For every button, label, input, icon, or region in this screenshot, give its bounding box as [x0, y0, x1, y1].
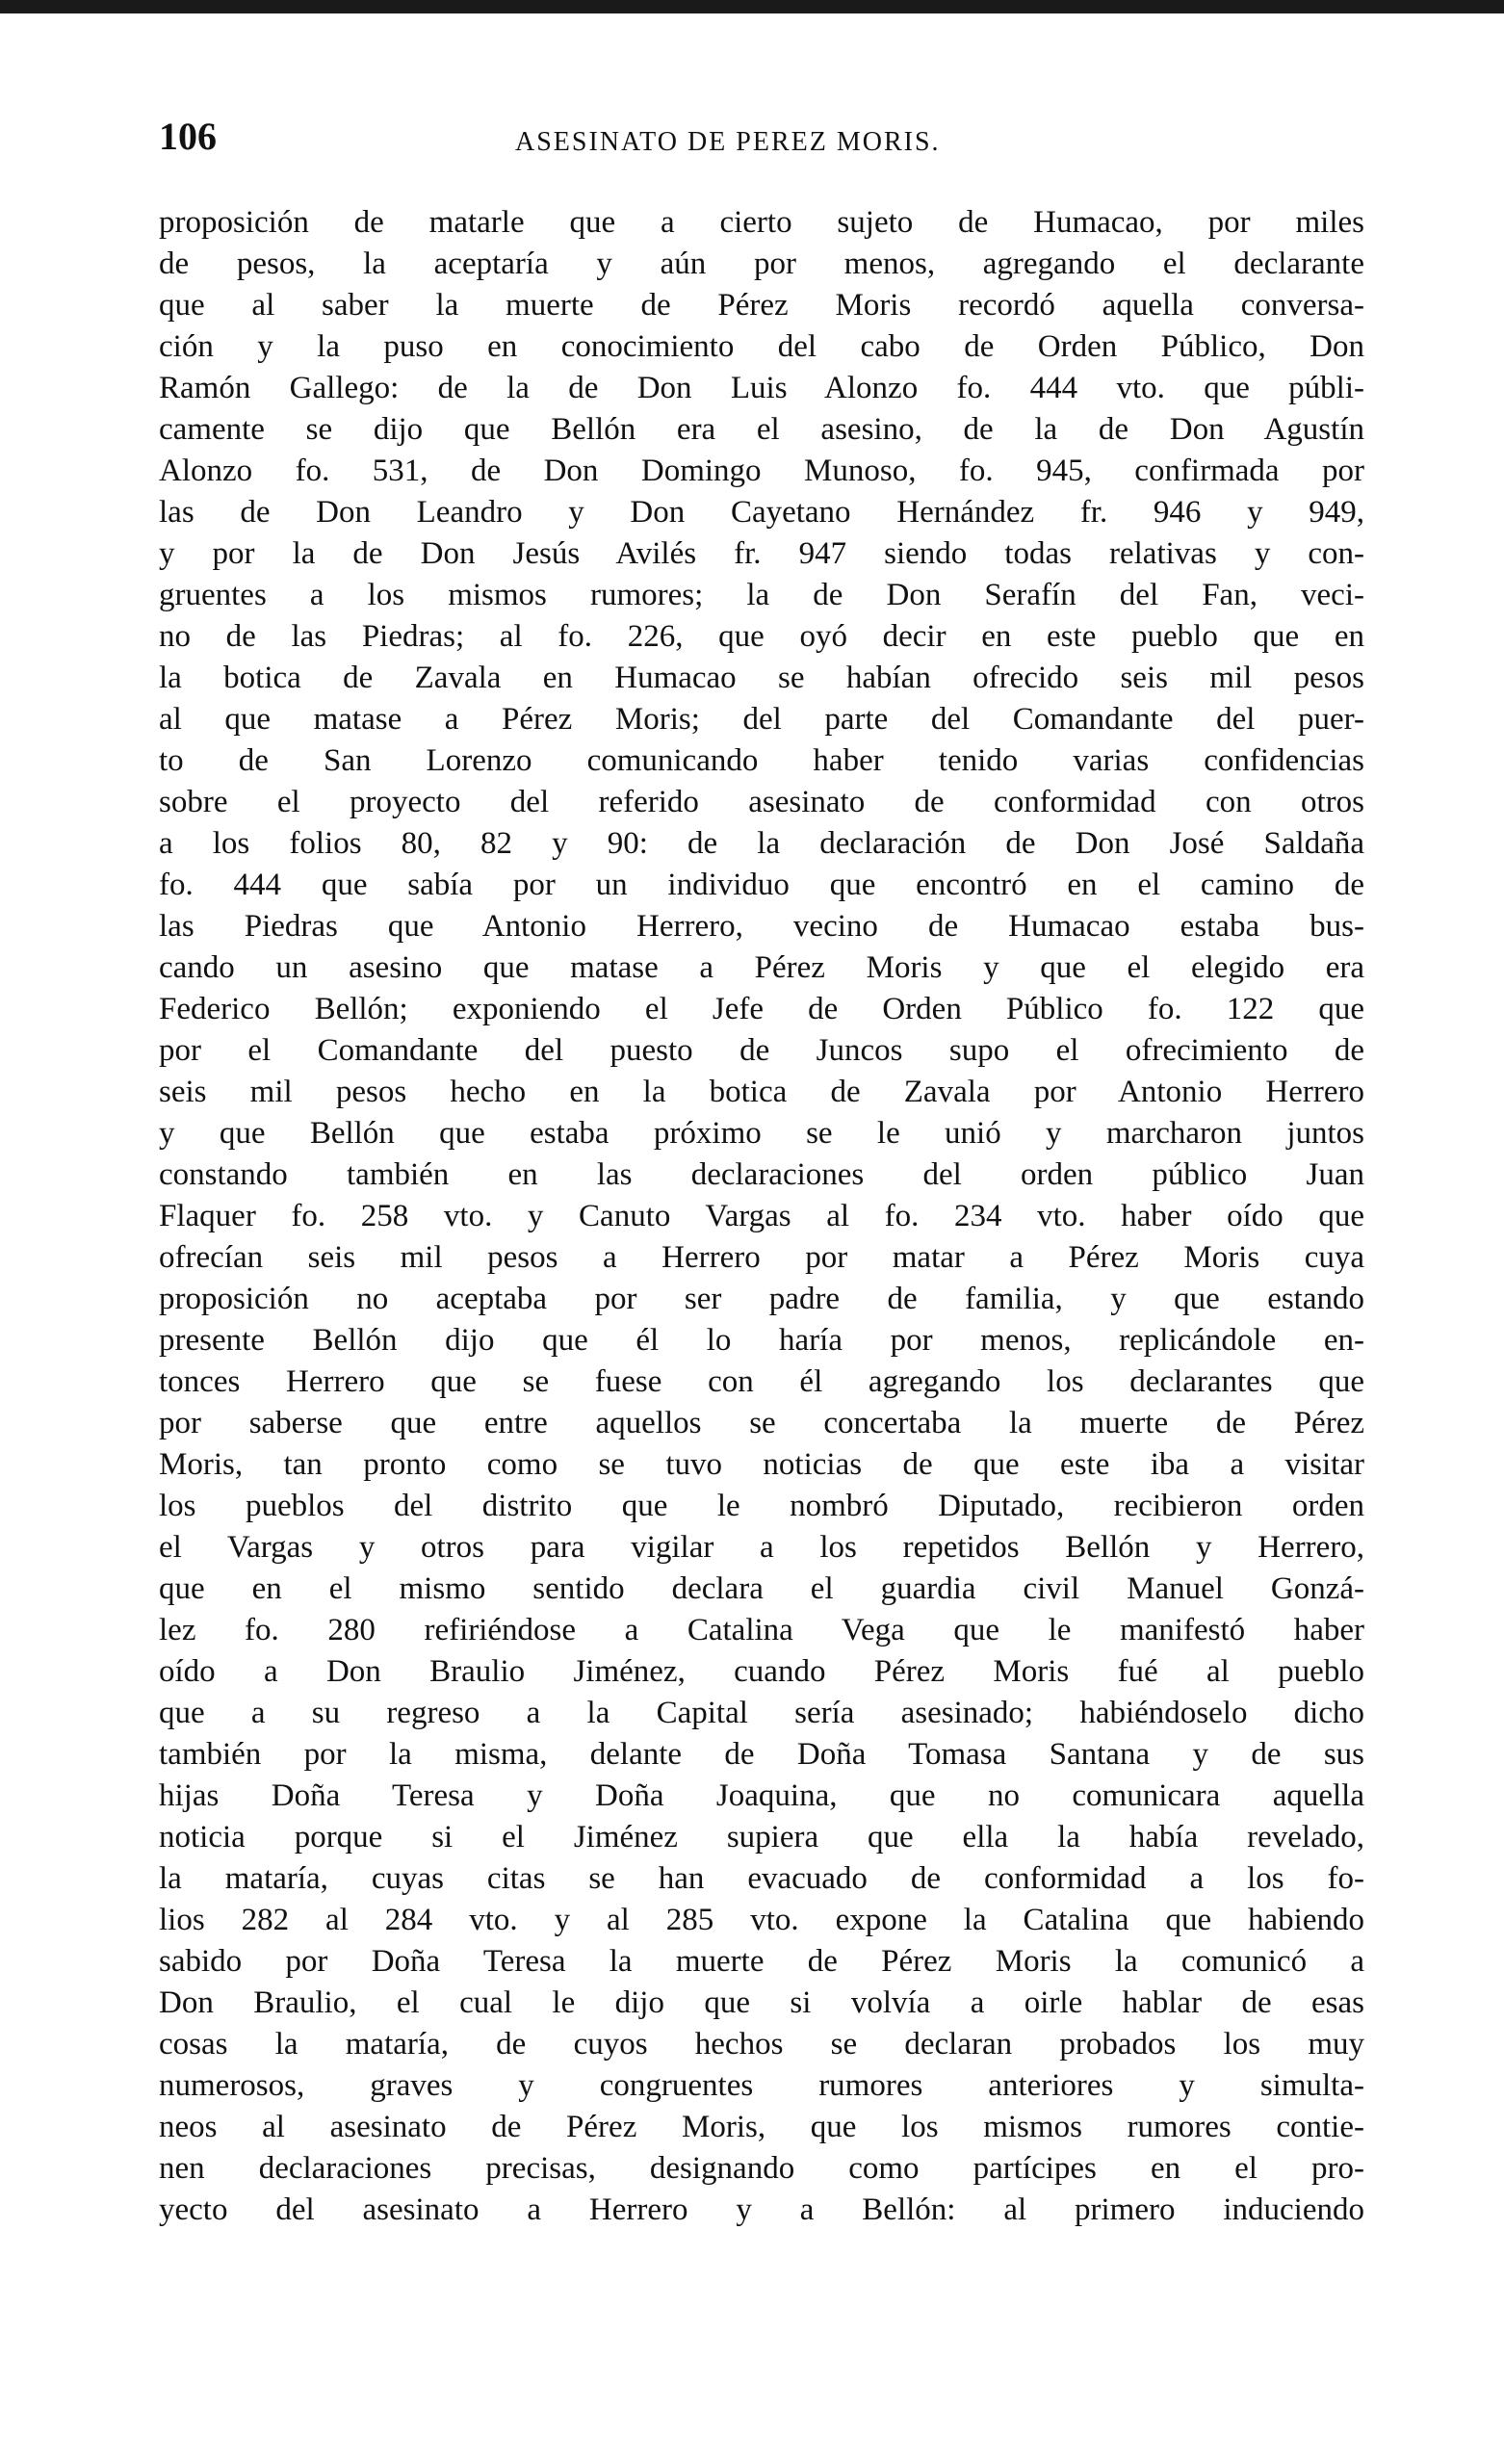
text-line: a los folios 80, 82 y 90: de la declaración de Don José Saldaña [159, 826, 1364, 861]
text-line: ción y la puso en conocimiento del cabo de Orden Público, Don [159, 329, 1364, 364]
text-line: por el Comandante del puesto de Juncos supo el ofrecimiento de [159, 1033, 1364, 1068]
text-line: Federico Bellón; exponiendo el Jefe de Orden Público fo. 122 que [159, 992, 1364, 1026]
text-line: que en el mismo sentido declara el guardia civil Manuel Gonzá- [159, 1571, 1364, 1606]
text-line: numerosos, graves y congruentes rumores anteriores y simulta- [159, 2068, 1364, 2103]
text-line: to de San Lorenzo comunicando haber tenido varias confidencias [159, 743, 1364, 778]
text-line: neos al asesinato de Pérez Moris, que los mismos rumores contie- [159, 2110, 1364, 2144]
text-line: la botica de Zavala en Humacao se habían ofrecido seis mil pesos [159, 661, 1364, 695]
text-line: de pesos, la aceptaría y aún por menos, agregando el declarante [159, 246, 1364, 281]
text-line: y que Bellón que estaba próximo se le unió y marcharon juntos [159, 1116, 1364, 1151]
text-line: Ramón Gallego: de la de Don Luis Alonzo fo. 444 vto. que públi- [159, 371, 1364, 405]
text-line: las Piedras que Antonio Herrero, vecino de Humacao estaba bus- [159, 909, 1364, 944]
text-line: no de las Piedras; al fo. 226, que oyó decir en este pueblo que en [159, 619, 1364, 654]
text-line: camente se dijo que Bellón era el asesino, de la de Don Agustín [159, 412, 1364, 447]
text-line: gruentes a los mismos rumores; la de Don Serafín del Fan, veci- [159, 578, 1364, 612]
text-line: Don Braulio, el cual le dijo que si volvía a oirle hablar de esas [159, 1985, 1364, 2020]
top-border-rule [0, 0, 1504, 13]
text-line: yecto del asesinato a Herrero y a Bellón: al primero induciendo [159, 2192, 1364, 2227]
text-line: el Vargas y otros para vigilar a los repetidos Bellón y Herrero, [159, 1530, 1364, 1565]
text-line: por saberse que entre aquellos se concertaba la muerte de Pérez [159, 1406, 1364, 1440]
text-line: fo. 444 que sabía por un individuo que encontró en el camino de [159, 868, 1364, 902]
text-line: Flaquer fo. 258 vto. y Canuto Vargas al fo. 234 vto. haber oído que [159, 1199, 1364, 1233]
text-line: cosas la mataría, de cuyos hechos se declaran probados los muy [159, 2027, 1364, 2062]
text-line: que al saber la muerte de Pérez Moris recordó aquella conversa- [159, 288, 1364, 323]
text-line: tonces Herrero que se fuese con él agregando los declarantes que [159, 1364, 1364, 1399]
text-line: los pueblos del distrito que le nombró Diputado, recibieron orden [159, 1489, 1364, 1523]
text-line: sobre el proyecto del referido asesinato de conformidad con otros [159, 785, 1364, 819]
text-line: ofrecían seis mil pesos a Herrero por matar a Pérez Moris cuya [159, 1240, 1364, 1275]
text-line: constando también en las declaraciones del orden público Juan [159, 1157, 1364, 1192]
text-line: lez fo. 280 refiriéndose a Catalina Vega que le manifestó haber [159, 1613, 1364, 1647]
text-line: cando un asesino que matase a Pérez Moris y que el elegido era [159, 950, 1364, 985]
page-number: 106 [159, 115, 217, 158]
text-line: noticia porque si el Jiménez supiera que ella la había revelado, [159, 1820, 1364, 1854]
running-title: ASESINATO DE PEREZ MORIS. [515, 127, 941, 157]
text-line: Alonzo fo. 531, de Don Domingo Munoso, fo. 945, confirmada por [159, 454, 1364, 488]
text-line: Moris, tan pronto como se tuvo noticias de que este iba a visitar [159, 1447, 1364, 1482]
text-line: proposición de matarle que a cierto sujeto de Humacao, por miles [159, 205, 1364, 240]
text-line: también por la misma, delante de Doña Tomasa Santana y de sus [159, 1737, 1364, 1772]
page-header [159, 108, 1364, 166]
text-line: las de Don Leandro y Don Cayetano Hernández fr. 946 y 949, [159, 495, 1364, 530]
text-line: seis mil pesos hecho en la botica de Zavala por Antonio Herrero [159, 1075, 1364, 1109]
text-line: que a su regreso a la Capital sería asesinado; habiéndoselo dicho [159, 1696, 1364, 1730]
text-line: oído a Don Braulio Jiménez, cuando Pérez Moris fué al pueblo [159, 1654, 1364, 1689]
text-line: hijas Doña Teresa y Doña Joaquina, que no comunicara aquella [159, 1778, 1364, 1813]
text-line: proposición no aceptaba por ser padre de familia, y que estando [159, 1282, 1364, 1316]
text-line: sabido por Doña Teresa la muerte de Pérez Moris la comunicó a [159, 1944, 1364, 1979]
text-line: presente Bellón dijo que él lo haría por menos, replicándole en- [159, 1323, 1364, 1358]
text-line: lios 282 al 284 vto. y al 285 vto. expone la Catalina que habiendo [159, 1903, 1364, 1937]
text-line: la mataría, cuyas citas se han evacuado de conformidad a los fo- [159, 1861, 1364, 1896]
text-line: al que matase a Pérez Moris; del parte del Comandante del puer- [159, 702, 1364, 737]
text-line: nen declaraciones precisas, designando como partícipes en el pro- [159, 2151, 1364, 2186]
body-text [159, 202, 1364, 2231]
text-line: y por la de Don Jesús Avilés fr. 947 siendo todas relativas y con- [159, 536, 1364, 571]
